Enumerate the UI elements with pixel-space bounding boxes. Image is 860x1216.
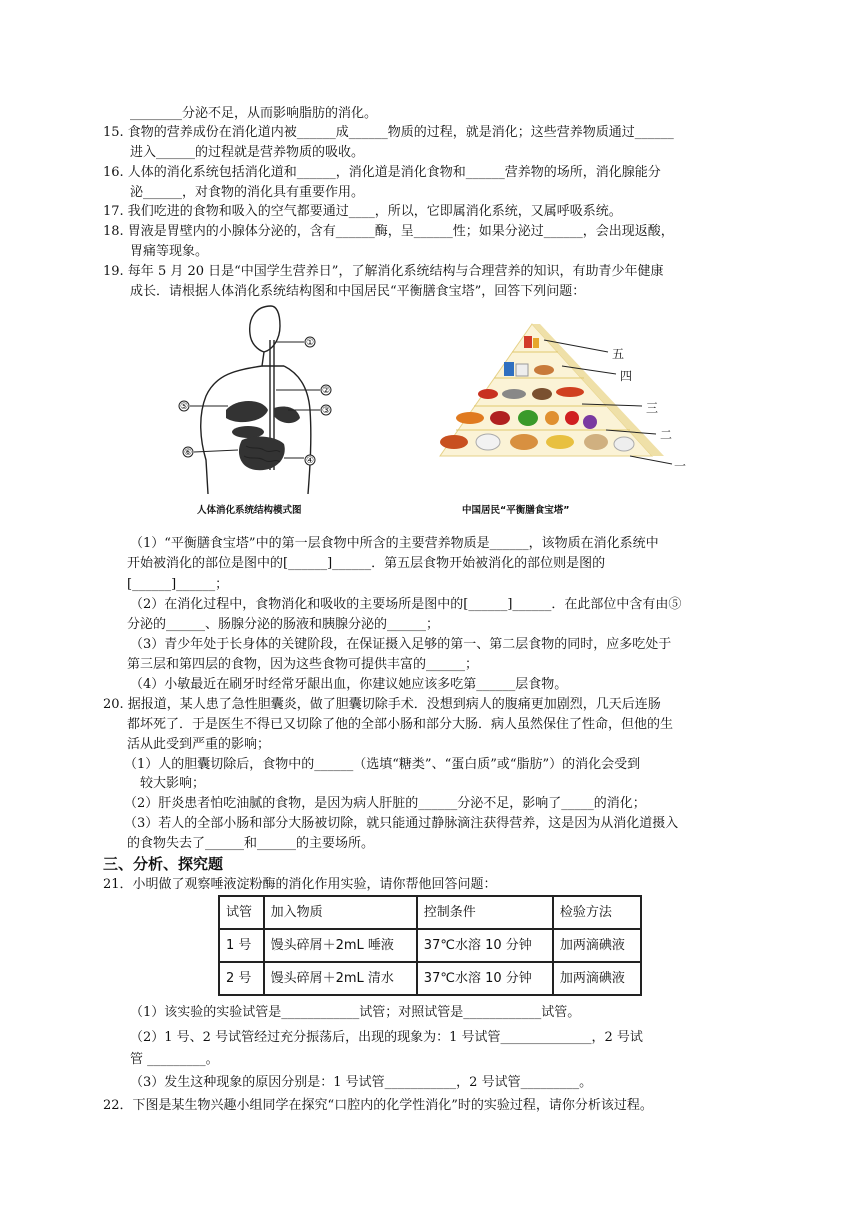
label-2: ② bbox=[322, 386, 331, 396]
table-cell: 加两滴碘液 bbox=[553, 929, 641, 962]
q14-tail: ________分泌不足，从而影响脂肪的消化。 bbox=[130, 106, 378, 121]
q15-line1: 15. 食物的营养成份在消化道内被______成______物质的过程，就是消化；这些营养物质通过______ bbox=[103, 125, 674, 140]
table-cell: 2 号 bbox=[219, 962, 264, 995]
food-pyramid-figure bbox=[420, 318, 690, 486]
pyramid-label-3: 三 bbox=[646, 401, 659, 415]
table-row bbox=[219, 962, 641, 995]
q20-1-line2: 较大影响； bbox=[140, 776, 206, 791]
q18-line2: 胃痛等现象。 bbox=[130, 244, 209, 259]
q15-line2: 进入______的过程就是营养物质的吸收。 bbox=[130, 145, 365, 160]
q20-line3: 活从此受到严重的影响； bbox=[127, 737, 271, 752]
table-cell: 馒头碎屑＋2mL 清水 bbox=[264, 962, 417, 995]
q20-2-line: （2）肝炎患者怕吃油腻的食物，是因为病人肝脏的______分泌不足，影响了_____的消化； bbox=[124, 796, 646, 811]
q19-3-line2: 第三层和第四层的食物，因为这些食物可提供丰富的______； bbox=[127, 657, 479, 672]
q22-line: 22．下图是某生物兴趣小组同学在探究“口腔内的化学性消化”时的实验过程，请你分析该过程。 bbox=[103, 1098, 653, 1113]
q19-line2: 成长．请根据人体消化系统结构图和中国居民“平衡膳食宝塔”，回答下列问题： bbox=[130, 284, 586, 299]
q18-line1: 18. 胃液是胃壁内的小腺体分泌的，含有______酶，呈______性；如果分泌过______，会出现返酸， bbox=[103, 224, 674, 239]
pyramid-label-1: 一 bbox=[674, 459, 687, 473]
experiment-table bbox=[218, 895, 642, 996]
table-cell: 1 号 bbox=[219, 929, 264, 962]
table-cell: 37℃水溶 10 分钟 bbox=[417, 929, 553, 962]
q21-1-line: （1）该实验的实验试管是____________试管；对照试管是____________试管。 bbox=[130, 1005, 581, 1020]
q17-line: 17. 我们吃进的食物和吸入的空气都要通过____，所以，它即属消化系统，又属呼吸系统。 bbox=[103, 204, 622, 219]
q19-1-line2: 开始被消化的部位是图中的[______]______．第五层食物开始被消化的部位则是图的 bbox=[127, 556, 606, 571]
q20-line1: 20. 据报道，某人患了急性胆囊炎，做了胆囊切除手术．没想到病人的腹痛更加剧烈，几天后连肠 bbox=[103, 697, 661, 712]
digestive-system-figure bbox=[176, 300, 336, 498]
q19-1-line3: [______]______； bbox=[127, 577, 229, 592]
label-5: ⑤ bbox=[180, 402, 189, 412]
table-cell: 加两滴碘液 bbox=[553, 962, 641, 995]
table-row bbox=[219, 929, 641, 962]
table-cell: 37℃水溶 10 分钟 bbox=[417, 962, 553, 995]
q16-line1: 16. 人体的消化系统包括消化道和______，消化道是消化食物和______营养物的场所，消化腺能分 bbox=[103, 165, 661, 180]
q19-2-line2: 分泌的______、肠腺分泌的肠液和胰腺分泌的______； bbox=[127, 617, 440, 632]
q19-3-line1: （3）青少年处于长身体的关键阶段，在保证摄入足够的第一、第二层食物的同时，应多吃处于 bbox=[130, 637, 672, 652]
q19-1-line1: （1）“平衡膳食宝塔”中的第一层食物中所含的主要营养物质是______，该物质在消化系统中 bbox=[130, 536, 659, 551]
table-header-cell: 控制条件 bbox=[417, 896, 553, 929]
table-cell: 馒头碎屑＋2mL 唾液 bbox=[264, 929, 417, 962]
q20-3-line1: （3）若人的全部小肠和部分大肠被切除，就只能通过静脉滴注获得营养，这是因为从消化道摄入 bbox=[124, 816, 679, 831]
pyramid-label-2: 二 bbox=[660, 428, 673, 442]
label-6: ⑥ bbox=[184, 448, 193, 458]
label-1: ① bbox=[306, 338, 315, 348]
q20-1-line1: （1）人的胆囊切除后，食物中的______（选填“糖类”、“蛋白质”或“脂肪”）的消化会受到 bbox=[124, 757, 641, 772]
q19-line1: 19. 每年 5 月 20 日是“中国学生营养日”，了解消化系统结构与合理营养的知识，有助青少年健康 bbox=[103, 264, 664, 279]
label-3: ③ bbox=[322, 406, 331, 416]
pyramid-label-4: 四 bbox=[620, 369, 633, 383]
table-header-row bbox=[219, 896, 641, 929]
q21-2-line1: （2）1 号、2 号试管经过充分振荡后，出现的现象为：1 号试管______________，2 号试 bbox=[130, 1030, 643, 1045]
q21-line: 21．小明做了观察唾液淀粉酶的消化作用实验，请你帮他回答问题： bbox=[103, 877, 497, 892]
pyramid-caption: 中国居民“平衡膳食宝塔” bbox=[462, 505, 570, 516]
table-header-cell: 加入物质 bbox=[264, 896, 417, 929]
section-3-heading: 三、分析、探究题 bbox=[103, 855, 224, 873]
q20-line2: 都坏死了．于是医生不得已又切除了他的全部小肠和部分大肠．病人虽然保住了性命，但他的生 bbox=[127, 717, 674, 732]
table-header-cell: 检验方法 bbox=[553, 896, 641, 929]
pyramid-label-5: 五 bbox=[612, 347, 625, 361]
q16-line2: 泌______，对食物的消化具有重要作用。 bbox=[130, 185, 365, 200]
q21-2-line2: 管 _________。 bbox=[130, 1052, 219, 1067]
table-header-cell: 试管 bbox=[219, 896, 264, 929]
q19-4-line: （4）小敏最近在刷牙时经常牙龈出血，你建议她应该多吃第______层食物。 bbox=[130, 677, 568, 692]
q19-2-line1: （2）在消化过程中，食物消化和吸收的主要场所是图中的[______]______．在此部位中含有由⑤ bbox=[130, 597, 682, 612]
label-4: ④ bbox=[306, 456, 315, 466]
digestive-caption: 人体消化系统结构模式图 bbox=[197, 505, 302, 516]
q20-3-line2: 的食物失去了______和______的主要场所。 bbox=[127, 836, 375, 851]
q21-3-line: （3）发生这种现象的原因分别是：1 号试管___________，2 号试管_________。 bbox=[130, 1075, 593, 1090]
